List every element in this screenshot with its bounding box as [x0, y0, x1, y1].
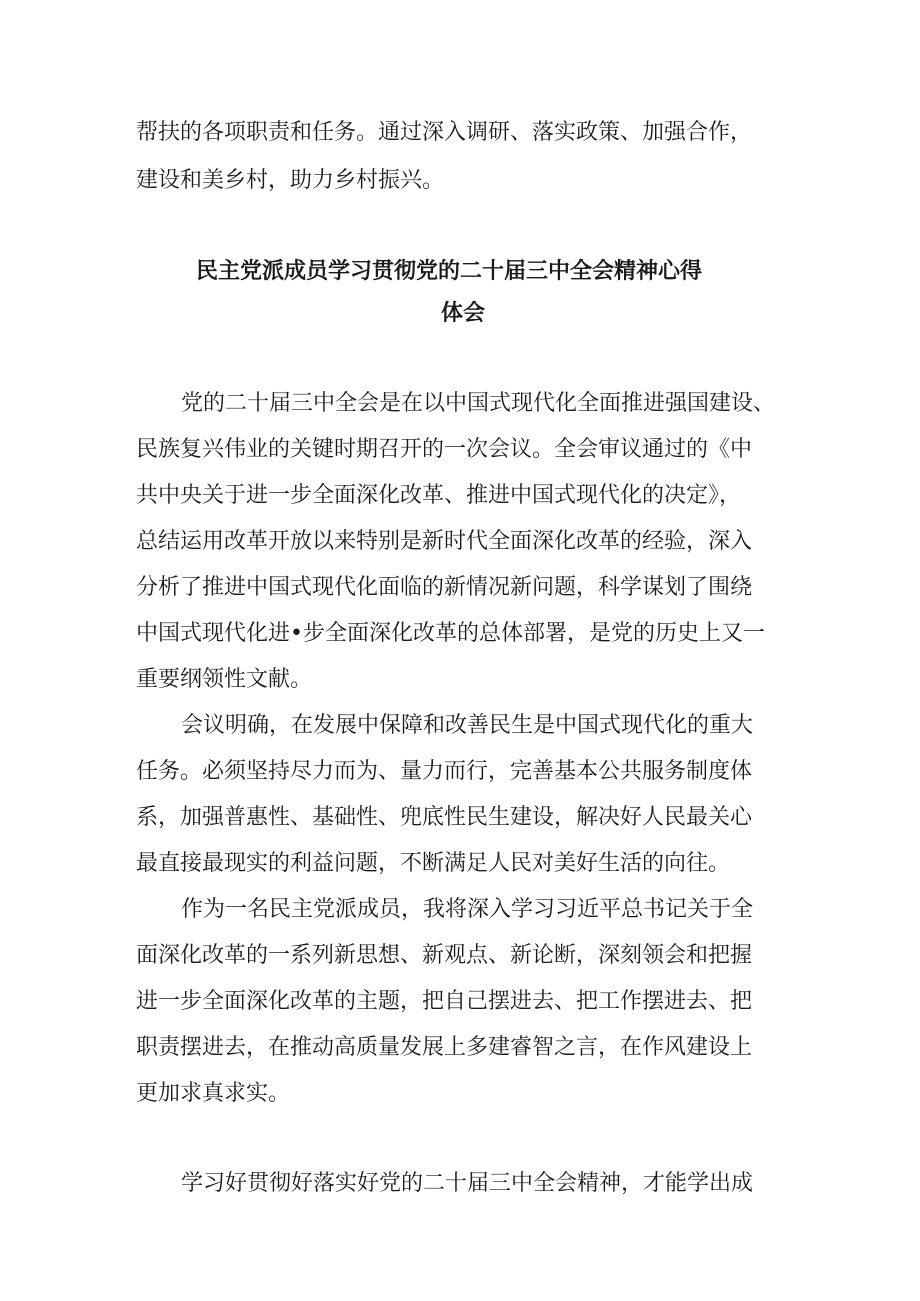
paragraph-1-line-2: 民族复兴伟业的关键时期召开的一次会议。全会审议通过的《中 — [136, 437, 753, 462]
paragraph-3-line-2: 面深化改革的一系列新思想、新观点、新论断，深刻领会和把握 — [136, 943, 753, 968]
paragraph-1-line-3: 共中央关于进一步全面深化改革、推进中国式现代化的决定》， — [136, 483, 742, 508]
paragraph-2-line-2: 任务。必须坚持尽力而为、量力而行，完善基本公共服务制度体 — [136, 759, 753, 784]
intro-line-1: 帮扶的各项职责和任务。通过深入调研、落实政策、加强合作， — [136, 120, 753, 145]
paragraph-3-line-1: 作为一名民主党派成员，我将深入学习习近平总书记关于全 — [181, 897, 754, 922]
paragraph-3-line-4: 职责摆进去，在推动高质量发展上多建睿智之言，在作风建设上 — [136, 1035, 753, 1060]
paragraph-2-line-4: 最直接最现实的利益问题，不断满足人民对美好生活的向往。 — [136, 851, 731, 876]
paragraph-2-line-3: 系，加强普惠性、基础性、兜底性民生建设，解决好人民最关心 — [136, 805, 753, 830]
paragraph-1-line-5: 分析了推进中国式现代化面临的新情况新问题，科学谋划了围绕 — [136, 575, 753, 600]
paragraph-1-line-1: 党的二十届三中全会是在以中国式现代化全面推进强国建设、 — [181, 391, 776, 416]
paragraph-3-line-3: 进一步全面深化改革的主题，把自己摆进去、把工作摆进去、把 — [136, 989, 753, 1014]
paragraph-3-line-5: 更加求真求实。 — [136, 1081, 291, 1106]
article-title-line-2: 体会 — [441, 301, 486, 326]
paragraph-1-line-4: 总结运用改革开放以来特别是新时代全面深化改革的经验，深入 — [136, 529, 753, 554]
paragraph-1-line-7: 重要纲领性文献。 — [136, 667, 313, 692]
next-section-line-1: 学习好贯彻好落实好党的二十届三中全会精神，才能学出成 — [181, 1171, 754, 1196]
paragraph-1-line-6: 中国式现代化进•步全面深化改革的总体部署，是党的历史上又一 — [136, 621, 765, 646]
article-title-line-1: 民主党派成员学习贯彻党的二十届三中全会精神心得 — [196, 259, 703, 284]
paragraph-2-line-1: 会议明确，在发展中保障和改善民生是中国式现代化的重大 — [181, 713, 754, 738]
intro-line-2: 建设和美乡村，助力乡村振兴。 — [136, 168, 445, 193]
